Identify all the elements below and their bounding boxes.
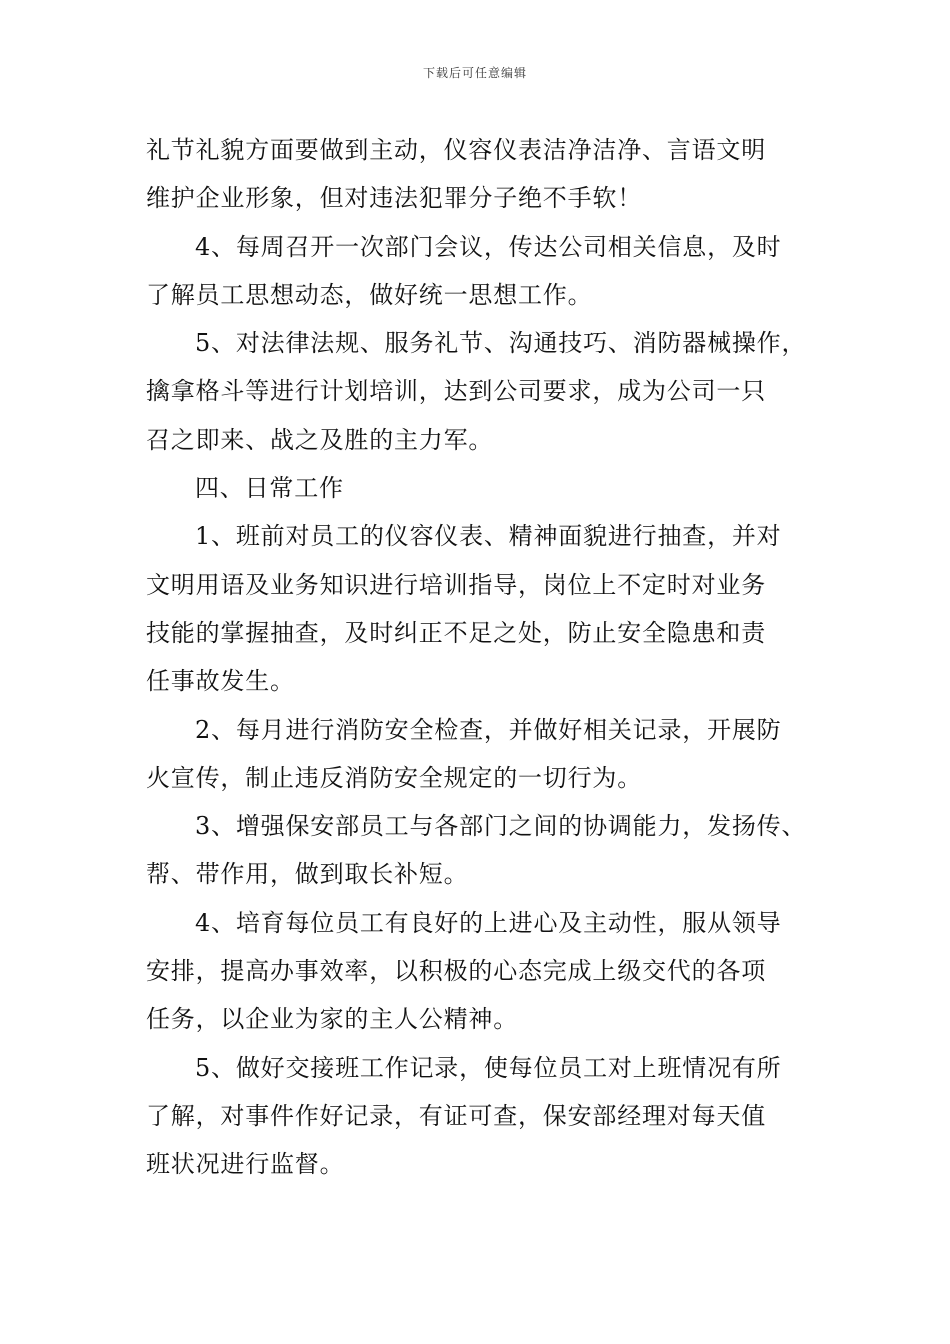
text-line: 技能的掌握抽查，及时纠正不足之处，防止安全隐患和责 [146,618,766,647]
section-heading: 四、日常工作 [195,474,344,503]
text-line: 任务，以企业为家的主人公精神。 [146,1005,518,1034]
paragraph-first-line: 2、每月进行消防安全检查，并做好相关记录，开展防 [195,715,782,744]
paragraph-first-line: 4、培育每位员工有良好的上进心及主动性，服从领导 [195,908,782,937]
text-line: 任事故发生。 [146,667,295,696]
text-line: 文明用语及业务知识进行培训指导，岗位上不定时对业务 [146,570,766,599]
text-line: 了解员工思想动态，做好统一思想工作。 [146,280,593,309]
text-line: 安排，提高办事效率，以积极的心态完成上级交代的各项 [146,957,766,986]
text-line: 擒拿格斗等进行计划培训，达到公司要求，成为公司一只 [146,377,766,406]
text-line: 召之即来、战之及胜的主力军。 [146,425,494,454]
text-line: 火宣传，制止违反消防安全规定的一切行为。 [146,763,642,792]
text-line: 维护企业形象，但对违法犯罪分子绝不手软！ [146,184,642,213]
text-line: 帮、带作用，做到取长补短。 [146,860,469,889]
page-header: 下载后可任意编辑 [422,66,527,80]
text-line: 班状况进行监督。 [146,1150,345,1179]
document-body [146,126,810,1189]
paragraph-first-line: 5、做好交接班工作记录，使每位员工对上班情况有所 [195,1053,782,1082]
text-line: 礼节礼貌方面要做到主动，仪容仪表洁净洁净、言语文明 [146,136,766,164]
paragraph-first-line: 3、增强保安部员工与各部门之间的协调能力，发扬传、 [195,812,807,841]
paragraph-first-line: 5、对法律法规、服务礼节、沟通技巧、消防器械操作， [195,329,807,358]
paragraph-first-line: 4、每周召开一次部门会议，传达公司相关信息，及时 [195,232,782,261]
paragraph-first-line: 1、班前对员工的仪容仪表、精神面貌进行抽查，并对 [195,522,782,551]
text-line: 了解，对事件作好记录，有证可查，保安部经理对每天值 [146,1101,766,1130]
